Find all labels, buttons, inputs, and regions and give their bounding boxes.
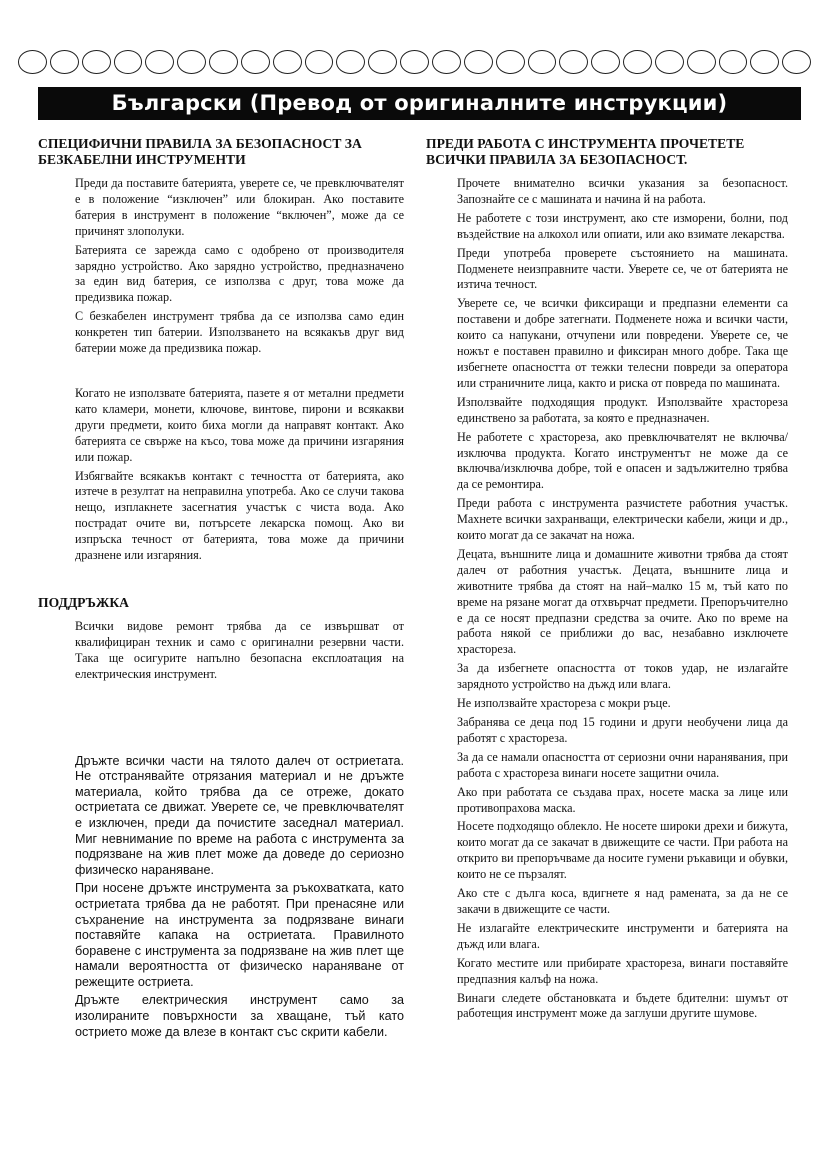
page-tab-oval bbox=[750, 50, 779, 74]
paragraph: Дръжте електрическия инструмент само за изолираните повърхности за хващане, тъй като острието може да влезе в контакт със скрити кабели. bbox=[75, 993, 404, 1039]
page-tab-oval bbox=[782, 50, 811, 74]
list-item: Преди работа с инструмента разчистете работния участък. Махнете всички захранващи, електрически кабели, жици и др., които могат да се закачат на ножа. bbox=[457, 496, 788, 543]
page-tab-oval bbox=[591, 50, 620, 74]
list-item: Носете подходящо облекло. Не носете широки дрехи и бижута, които могат да се закачат в движещите се части. При работа на открито ви препоръчваме да носите гумени ръкавици и обувки, които не се пързалят. bbox=[457, 819, 788, 882]
list-item: Уверете се, че всички фиксиращи и предпазни елементи са поставени и добре затегнати. Подменете ножа и всички части, които са напукани, отчупени или повредени. Уверете се, че ножът е поставен правилно и фиксиран много добре. Така ще избегнете опасността от тежки телесни повреди за оператора или страничните лица, както и риска от повреда по машината. bbox=[457, 296, 788, 390]
list-item: Прочете внимателно всички указания за безопасност. Запознайте се с машината и начина й на работа. bbox=[457, 176, 788, 206]
page-tab-oval bbox=[528, 50, 557, 74]
page-tab-oval bbox=[241, 50, 270, 74]
page-tab-oval bbox=[432, 50, 461, 74]
left-column bbox=[38, 136, 404, 1043]
page-tab-oval bbox=[177, 50, 206, 74]
paragraph: Когато не използвате батерията, пазете я от метални предмети като кламери, монети, ключове, винтове, пирони и всякакви други предмети, които биха могли да направят контакт. Ако батерията се свърже на късо, това може да причини изгаряния или пожар. bbox=[75, 385, 404, 464]
page-tab-strip bbox=[18, 50, 811, 80]
list-item: Забранява се деца под 15 години и други необучени лица да работят с храстореза. bbox=[457, 715, 788, 745]
paragraph: Батерията се зарежда само с одобрено от производителя зарядно устройство. Ако зарядно устройство, предназначено за един вид батерия, се използва с друг, това може да предизвика пожар. bbox=[75, 242, 404, 305]
page-tab-oval bbox=[305, 50, 334, 74]
list-item: Не използвайте храстореза с мокри ръце. bbox=[457, 696, 671, 711]
list-item: Използвайте подходящия продукт. Използвайте храсторезa единствено за работата, за която е предназначен. bbox=[457, 394, 788, 425]
list-item: Децата, външните лица и домашните животни трябва да стоят далеч от работния участък. Децата, външните лица и животните трябва да стоят на най–малко 15 м, тъй като по време на рязане могат да отхвърчат предмети. Препоръчително е да се носят предпазни средства за очите. Ако по време на работа някой се приближи до вас, незабавно изключете храстореза. bbox=[457, 546, 788, 657]
page-tab-oval bbox=[18, 50, 47, 74]
page-tab-oval bbox=[687, 50, 716, 74]
cordless-rules bbox=[75, 176, 404, 564]
page-tab-oval bbox=[273, 50, 302, 74]
page-tab-oval bbox=[114, 50, 143, 74]
list-item: За да избегнете опасността от токов удар, не излагайте зарядното устройство на дъжд или влага. bbox=[457, 661, 788, 692]
paragraph: При носене дръжте инструмента за ръкохватката, като остриетата трябва да не работят. При пренасяне или съхранение на инструмента за подрязване винаги поставяйте капака на остриетата. Правилното боравене с инструмента за подрязване на жив плет ще намали вероятността от физическо нараняване от режещите остриета. bbox=[75, 881, 404, 989]
list-item: Не излагайте електрическите инструменти и батерията на дъжд или влага. bbox=[457, 920, 788, 951]
page-tab-oval bbox=[209, 50, 238, 74]
page-tab-oval bbox=[464, 50, 493, 74]
page-tab-oval bbox=[368, 50, 397, 74]
section-heading-maintenance: ПОДДРЪЖКА bbox=[38, 594, 129, 610]
page-tab-oval bbox=[719, 50, 748, 74]
paragraph: Дръжте всички части на тялото далеч от остриетата. Не отстранявайте отрязания материал и не дръжте материала, който трябва да се отреже, докато остриетата се движат. Уверете се, че превключвателят е изключен, преди да почистите заседнал материал. Миг невнимание по време на работа с инструмента за подрязване на жив плет може да доведе до сериозно физическо нараняване. bbox=[75, 753, 404, 877]
page-tab-oval bbox=[655, 50, 684, 74]
list-item: За да се намали опасността от сериозни очни наранявания, при работа с храстореза винаги носете защитни очила. bbox=[457, 749, 788, 780]
page-tab-oval bbox=[336, 50, 365, 74]
section-heading-read-rules: ПРЕДИ РАБОТА С ИНСТРУМЕНТА ПРОЧЕТЕТЕ ВСИЧКИ ПРАВИЛА ЗА БЕЗОПАСНОСТ. bbox=[426, 136, 745, 167]
language-title-banner: Български (Превод от оригиналните инструкции) bbox=[38, 87, 801, 120]
right-column bbox=[426, 136, 788, 1025]
list-item: Ако сте с дълга коса, вдигнете я над рамената, за да не се закачи в движещите се части. bbox=[457, 886, 788, 916]
paragraph: Избягвайте всякакъв контакт с течността от батерията, ако изтече в резултат на неправилна употреба. Ако се случи такова нещо, изплакнете засегнатия участък с чиста вода. Ако пострадат очите ви, потърсете лекарска помощ. Ако ви изпръска течност от батерията, това може да причини дразнене или изгаряния. bbox=[75, 468, 404, 563]
paragraph: Всички видове ремонт трябва да се извършват от квалифициран техник и само с оригинални резервни части. Така ще осигурите напълно безопасна експлоатация на електрическия инструмент. bbox=[75, 618, 404, 681]
list-item: Когато местите или прибирате храстореза, винаги поставяйте предпазния калъф на ножа. bbox=[457, 955, 788, 986]
safety-items bbox=[457, 176, 788, 1022]
page-tab-oval bbox=[82, 50, 111, 74]
paragraph: С безкабелен инструмент трябва да се използва само един конкретен тип батерии. Използването на всякакъв друг вид батерии може да предизвика пожар. bbox=[75, 309, 404, 356]
list-item: Винаги следете обстановката и бъдете бдителни: шумът от работещия инструмент може да заглуши другите шумове. bbox=[457, 990, 788, 1021]
maintenance-text bbox=[75, 619, 404, 1040]
page-tab-oval bbox=[400, 50, 429, 74]
list-item: Не работете с храсторезa, ако превключвателят не включва/изключва продукта. Когато инструментът не може да се включва/изключва добре, той е опасен и задължително трябва да се ремонтира. bbox=[457, 429, 788, 492]
list-item: Преди употреба проверете състоянието на машината. Подменете неизправните части. Уверете се, че от батерията не изтича течност. bbox=[457, 245, 788, 292]
page-tab-oval bbox=[145, 50, 174, 74]
paragraph: Преди да поставите батерията, уверете се, че превключвателят е в положение “изключен” или блокиран. Ако поставите батерия в инструмент в положение “включен”, може да се причинят злополуки. bbox=[75, 176, 404, 238]
page-tab-oval bbox=[623, 50, 652, 74]
page-tab-oval bbox=[50, 50, 79, 74]
page-tab-oval bbox=[559, 50, 588, 74]
page-tab-oval bbox=[496, 50, 525, 74]
list-item: Не работете с този инструмент, ако сте изморени, болни, под въздействие на алкохол или опиати, или ако взимате лекарства. bbox=[457, 210, 788, 241]
list-item: Ако при работата се създава прах, носете маска за лице или противопрахова маска. bbox=[457, 784, 788, 815]
section-heading-cordless: СПЕЦИФИЧНИ ПРАВИЛА ЗА БЕЗОПАСНОСТ ЗА БЕЗКАБЕЛНИ ИНСТРУМЕНТИ bbox=[38, 136, 362, 167]
